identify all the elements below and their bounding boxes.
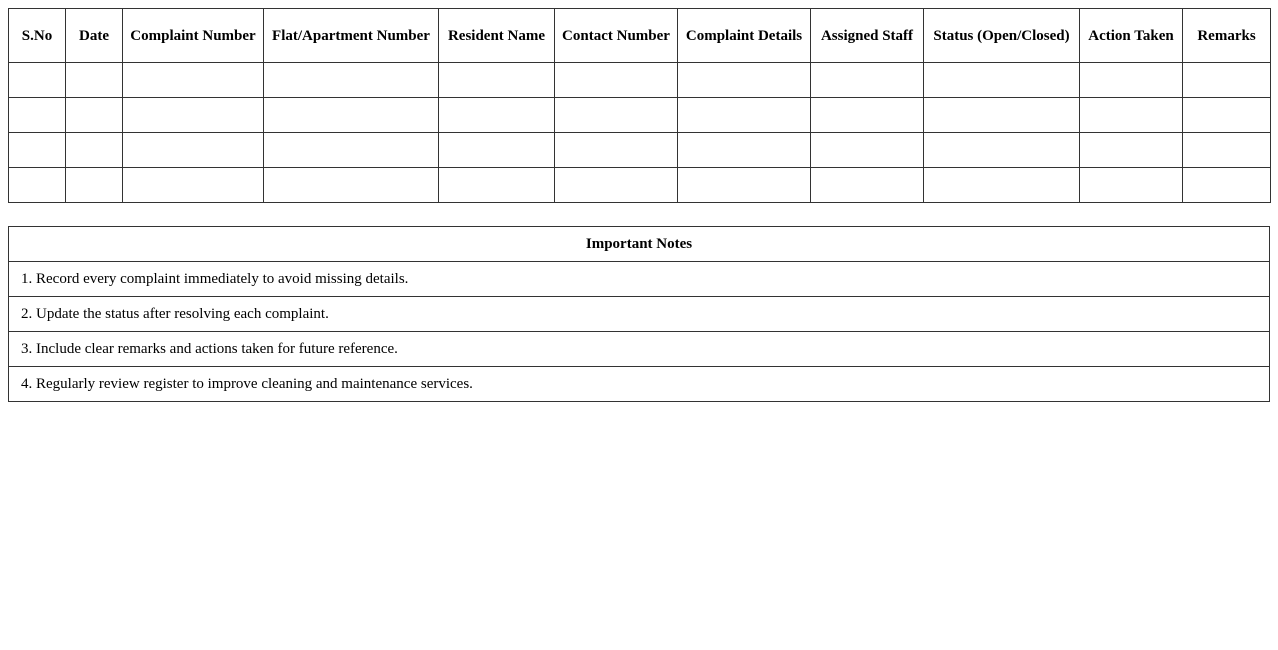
- table-cell[interactable]: [264, 133, 439, 168]
- table-cell[interactable]: [123, 98, 264, 133]
- table-cell[interactable]: [66, 63, 123, 98]
- note-row: [9, 297, 1270, 332]
- notes-header-row: [9, 227, 1270, 262]
- column-header-flat-number: Flat/Apartment Number: [264, 9, 439, 63]
- table-cell[interactable]: [1183, 63, 1271, 98]
- notes-title: Important Notes: [9, 227, 1270, 262]
- table-cell[interactable]: [811, 98, 924, 133]
- table-row: [9, 133, 1271, 168]
- table-cell[interactable]: [439, 168, 555, 203]
- table-cell[interactable]: [123, 133, 264, 168]
- table-cell[interactable]: [1183, 133, 1271, 168]
- table-cell[interactable]: [1080, 133, 1183, 168]
- column-header-contact-number: Contact Number: [555, 9, 678, 63]
- table-cell[interactable]: [9, 168, 66, 203]
- table-row: [9, 98, 1271, 133]
- table-row: [9, 168, 1271, 203]
- table-cell[interactable]: [439, 63, 555, 98]
- column-header-assigned-staff: Assigned Staff: [811, 9, 924, 63]
- table-cell[interactable]: [1080, 63, 1183, 98]
- important-notes-table: [8, 226, 1270, 402]
- table-cell[interactable]: [678, 133, 811, 168]
- table-cell[interactable]: [264, 168, 439, 203]
- table-cell[interactable]: [123, 63, 264, 98]
- table-cell[interactable]: [9, 63, 66, 98]
- note-item: 3. Include clear remarks and actions taken for future reference.: [9, 332, 1270, 367]
- table-cell[interactable]: [811, 63, 924, 98]
- table-cell[interactable]: [1080, 168, 1183, 203]
- column-header-complaint-details: Complaint Details: [678, 9, 811, 63]
- table-cell[interactable]: [555, 63, 678, 98]
- note-row: [9, 332, 1270, 367]
- table-cell[interactable]: [9, 98, 66, 133]
- table-cell[interactable]: [264, 98, 439, 133]
- complaint-register-table: [8, 8, 1271, 203]
- table-cell[interactable]: [1080, 98, 1183, 133]
- table-cell[interactable]: [811, 133, 924, 168]
- table-cell[interactable]: [66, 133, 123, 168]
- table-cell[interactable]: [678, 98, 811, 133]
- table-cell[interactable]: [924, 98, 1080, 133]
- table-cell[interactable]: [924, 133, 1080, 168]
- table-cell[interactable]: [924, 168, 1080, 203]
- table-cell[interactable]: [66, 98, 123, 133]
- column-header-status: Status (Open/Closed): [924, 9, 1080, 63]
- table-cell[interactable]: [678, 63, 811, 98]
- note-row: [9, 367, 1270, 402]
- table-cell[interactable]: [555, 168, 678, 203]
- column-header-action-taken: Action Taken: [1080, 9, 1183, 63]
- note-item: 2. Update the status after resolving each complaint.: [9, 297, 1270, 332]
- note-item: 4. Regularly review register to improve cleaning and maintenance services.: [9, 367, 1270, 402]
- table-cell[interactable]: [555, 98, 678, 133]
- table-header-row: [9, 9, 1271, 63]
- column-header-resident-name: Resident Name: [439, 9, 555, 63]
- column-header-complaint-number: Complaint Number: [123, 9, 264, 63]
- table-cell[interactable]: [439, 98, 555, 133]
- table-body: [9, 63, 1271, 203]
- column-header-date: Date: [66, 9, 123, 63]
- table-cell[interactable]: [678, 168, 811, 203]
- note-item: 1. Record every complaint immediately to avoid missing details.: [9, 262, 1270, 297]
- table-cell[interactable]: [811, 168, 924, 203]
- table-cell[interactable]: [9, 133, 66, 168]
- table-cell[interactable]: [924, 63, 1080, 98]
- table-cell[interactable]: [123, 168, 264, 203]
- column-header-remarks: Remarks: [1183, 9, 1271, 63]
- table-cell[interactable]: [264, 63, 439, 98]
- table-cell[interactable]: [439, 133, 555, 168]
- table-cell[interactable]: [66, 168, 123, 203]
- table-cell[interactable]: [1183, 98, 1271, 133]
- column-header-sno: S.No: [9, 9, 66, 63]
- note-row: [9, 262, 1270, 297]
- table-cell[interactable]: [1183, 168, 1271, 203]
- table-cell[interactable]: [555, 133, 678, 168]
- table-row: [9, 63, 1271, 98]
